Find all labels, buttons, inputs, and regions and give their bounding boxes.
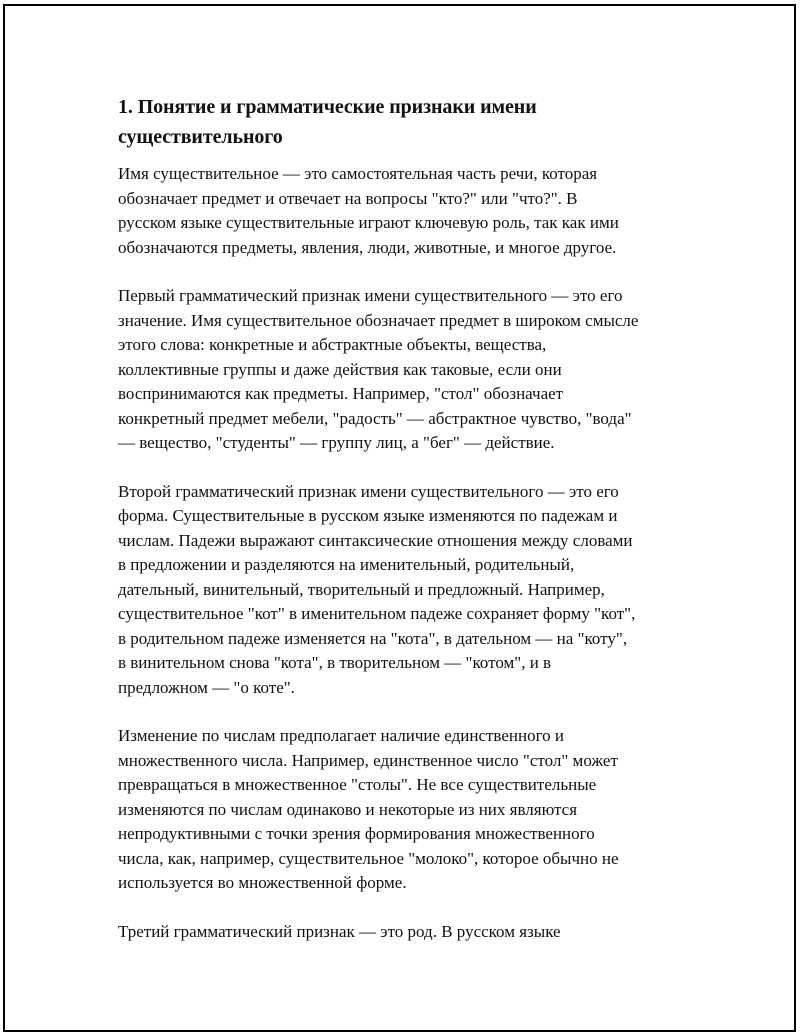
text-line: в винительном снова "кота", в творительном — "котом", и в — [118, 653, 552, 672]
text-line: числам. Падежи выражают синтаксические отношения между словами — [118, 530, 633, 550]
text-line: числа, как, например, существительное "молоко", которое обычно не — [118, 848, 619, 868]
text-line: русском языке существительные играют ключевую роль, так как ими — [118, 213, 619, 232]
text-line: обозначаются предметы, явления, люди, животные, и многое другое. — [118, 237, 617, 257]
text-line: предложном — "о коте". — [118, 677, 295, 697]
text-line: существительное "кот" в именительном падеже сохраняет форму "кот", — [118, 604, 636, 623]
paragraph-definition — [118, 162, 693, 260]
text-line: форма. Существительные в русском языке изменяются по падежам и — [118, 506, 618, 525]
text-line: множественного числа. Например, единственное число "стол" может — [118, 750, 618, 770]
paragraph-gender — [118, 920, 693, 945]
text-line: Имя существительное — это самостоятельная часть речи, которая — [118, 164, 598, 183]
text-line: Третий грамматический признак — это род. В русском языке — [118, 921, 561, 941]
text-line: — вещество, "студенты" — группу лиц, а "бег" — действие. — [118, 433, 555, 452]
document-content — [118, 92, 693, 968]
text-line: значение. Имя существительное обозначает предмет в широком смысле — [118, 310, 639, 330]
text-line: Второй грамматический признак имени существительного — это его — [118, 481, 619, 501]
text-line: дательный, винительный, творительный и предложный. Например, — [118, 579, 605, 599]
text-line: конкретный предмет мебели, "радость" — абстрактное чувство, "вода" — [118, 408, 632, 428]
text-line: превращаться в множественное "столы". Не все существительные — [118, 775, 597, 794]
text-line: воспринимаются как предметы. Например, "стол" обозначает — [118, 384, 564, 403]
text-line: этого слова: конкретные и абстрактные объекты, вещества, — [118, 335, 547, 354]
title-line: существительного — [118, 126, 283, 148]
text-line: в предложении и разделяются на именительный, родительный, — [118, 555, 575, 574]
title-line: 1. Понятие и грамматические признаки имени — [118, 96, 537, 118]
paragraph-number — [118, 724, 693, 896]
text-line: в родительном падеже изменяется на "кота", в дательном — на "коту", — [118, 628, 628, 648]
text-line: используется во множественной форме. — [118, 873, 407, 892]
text-line: обозначает предмет и отвечает на вопросы "кто?" или "что?". В — [118, 188, 578, 208]
paragraph-meaning — [118, 284, 693, 456]
text-line: коллективные группы и даже действия как таковые, если они — [118, 359, 562, 379]
text-line: Первый грамматический признак имени существительного — это его — [118, 286, 623, 305]
text-line: изменяются по числам одинаково и некоторые из них являются — [118, 799, 578, 819]
text-line: непродуктивными с точки зрения формирования множественного — [118, 824, 595, 843]
text-line: Изменение по числам предполагает наличие единственного и — [118, 726, 565, 745]
paragraph-form-cases — [118, 480, 693, 701]
page-title — [118, 92, 693, 152]
